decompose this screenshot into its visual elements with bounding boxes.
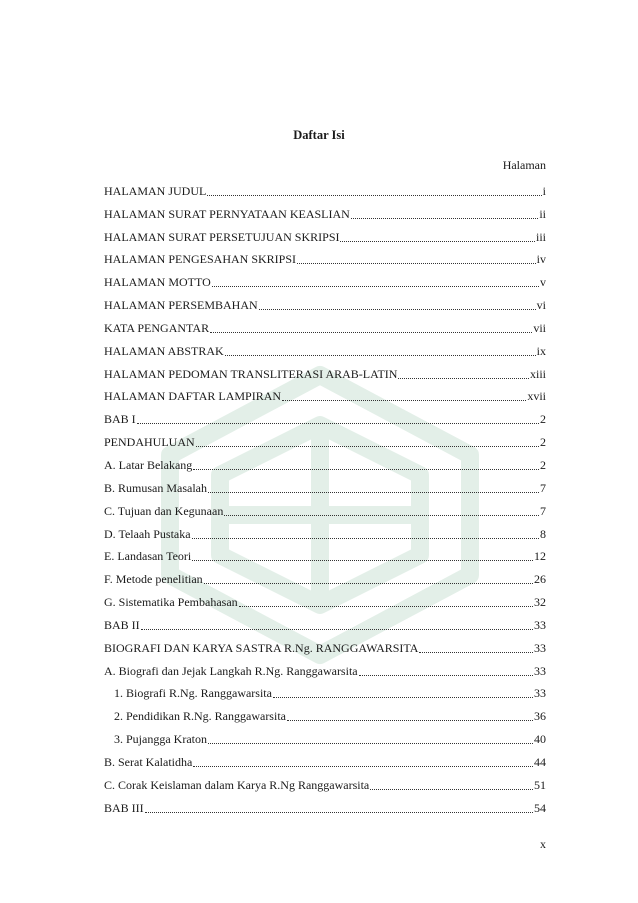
dot-leader bbox=[370, 778, 533, 790]
toc-entry-page: iii bbox=[535, 229, 546, 244]
page-number: x bbox=[540, 837, 546, 851]
toc-entry[interactable] bbox=[104, 472, 546, 495]
toc-entry[interactable] bbox=[104, 655, 546, 678]
toc-entry-label: G. Sistematika Pembahasan bbox=[104, 595, 238, 610]
toc-entry-label: BAB I bbox=[104, 412, 136, 427]
page-title: Daftar Isi bbox=[293, 128, 345, 142]
dot-leader bbox=[137, 412, 539, 424]
dot-leader bbox=[224, 504, 539, 516]
toc-entry[interactable] bbox=[104, 221, 546, 244]
toc-entry-label: HALAMAN DAFTAR LAMPIRAN bbox=[104, 389, 282, 404]
toc-entry-page: v bbox=[540, 275, 546, 290]
table-of-contents bbox=[104, 175, 546, 815]
dot-leader bbox=[239, 595, 533, 607]
toc-entry[interactable] bbox=[104, 495, 546, 518]
toc-entry-label: BIOGRAFI DAN KARYA SASTRA R.Ng. RANGGAWARSITA bbox=[104, 640, 419, 655]
dot-leader bbox=[359, 664, 533, 676]
dot-leader bbox=[225, 344, 536, 356]
toc-entry-page: 8 bbox=[540, 526, 546, 541]
toc-entry-label: HALAMAN SURAT PERNYATAAN KEASLIAN bbox=[104, 206, 350, 221]
toc-entry-page: xiii bbox=[529, 366, 546, 381]
toc-entry[interactable] bbox=[104, 426, 546, 449]
dot-leader bbox=[210, 321, 532, 333]
toc-entry[interactable] bbox=[104, 244, 546, 267]
dot-leader bbox=[259, 298, 536, 310]
toc-entry-label: C. Tujuan dan Kegunaan bbox=[104, 503, 224, 518]
toc-entry-page: ii bbox=[539, 206, 546, 221]
dot-leader bbox=[287, 709, 533, 721]
toc-entry-page: 33 bbox=[534, 617, 546, 632]
toc-entry[interactable] bbox=[104, 449, 546, 472]
toc-entry-page: 12 bbox=[534, 549, 546, 564]
toc-entry[interactable] bbox=[104, 723, 546, 746]
toc-entry-label: PENDAHULUAN bbox=[104, 435, 195, 450]
toc-entry[interactable] bbox=[104, 335, 546, 358]
dot-leader bbox=[145, 801, 533, 813]
dot-leader bbox=[207, 184, 541, 196]
toc-entry[interactable] bbox=[104, 289, 546, 312]
toc-entry-label: HALAMAN MOTTO bbox=[104, 275, 211, 290]
toc-entry-page: xvii bbox=[527, 389, 546, 404]
toc-entry[interactable] bbox=[104, 198, 546, 221]
toc-entry-page: 36 bbox=[534, 709, 546, 724]
toc-entry-label: BAB II bbox=[104, 617, 140, 632]
toc-entry-label: D. Telaah Pustaka bbox=[104, 526, 191, 541]
dot-leader bbox=[193, 755, 533, 767]
toc-entry-page: 32 bbox=[534, 595, 546, 610]
dot-leader bbox=[340, 230, 535, 242]
toc-entry-label: HALAMAN ABSTRAK bbox=[104, 343, 224, 358]
page-column-label: Halaman bbox=[502, 158, 546, 172]
toc-entry-label: 1. Biografi R.Ng. Ranggawarsita bbox=[114, 686, 272, 701]
dot-leader bbox=[273, 686, 533, 698]
toc-entry[interactable] bbox=[104, 541, 546, 564]
toc-entry[interactable] bbox=[104, 563, 546, 586]
toc-entry[interactable] bbox=[104, 403, 546, 426]
toc-entry-page: iv bbox=[536, 252, 546, 267]
toc-entry-label: F. Metode penelitian bbox=[104, 572, 203, 587]
toc-entry[interactable] bbox=[104, 746, 546, 769]
toc-entry-label: BAB III bbox=[104, 800, 144, 815]
toc-entry[interactable] bbox=[104, 266, 546, 289]
toc-entry-page: 33 bbox=[534, 686, 546, 701]
toc-entry-page: 2 bbox=[540, 435, 546, 450]
toc-entry[interactable] bbox=[104, 381, 546, 404]
toc-entry-label: HALAMAN PERSEMBAHAN bbox=[104, 298, 258, 313]
dot-leader bbox=[297, 252, 536, 264]
dot-leader bbox=[196, 435, 539, 447]
toc-entry-page: 54 bbox=[534, 800, 546, 815]
toc-entry-page: 51 bbox=[534, 777, 546, 792]
toc-entry-label: A. Biografi dan Jejak Langkah R.Ng. Ranggawarsita bbox=[104, 663, 358, 678]
dot-leader bbox=[398, 367, 529, 379]
dot-leader bbox=[192, 527, 539, 539]
dot-leader bbox=[193, 458, 539, 470]
toc-entry[interactable] bbox=[104, 358, 546, 381]
dot-leader bbox=[208, 732, 533, 744]
toc-entry[interactable] bbox=[104, 678, 546, 701]
toc-entry-page: ix bbox=[536, 343, 546, 358]
toc-entry-label: 2. Pendidikan R.Ng. Ranggawarsita bbox=[114, 709, 286, 724]
toc-entry-page: vi bbox=[536, 298, 546, 313]
toc-entry-page: 2 bbox=[540, 457, 546, 472]
dot-leader bbox=[419, 641, 533, 653]
toc-entry[interactable] bbox=[104, 792, 546, 815]
dot-leader bbox=[204, 572, 533, 584]
toc-entry-label: B. Rumusan Masalah bbox=[104, 480, 207, 495]
toc-entry-page: 2 bbox=[540, 412, 546, 427]
toc-entry[interactable] bbox=[104, 586, 546, 609]
toc-entry-page: 7 bbox=[540, 503, 546, 518]
toc-entry[interactable] bbox=[104, 518, 546, 541]
toc-entry[interactable] bbox=[104, 175, 546, 198]
toc-entry-label: C. Corak Keislaman dalam Karya R.Ng Ranggawarsita bbox=[104, 777, 370, 792]
dot-leader bbox=[212, 275, 539, 287]
toc-entry-page: i bbox=[542, 183, 546, 198]
toc-entry-page: 33 bbox=[534, 663, 546, 678]
toc-entry-page: vii bbox=[533, 320, 546, 335]
dot-leader bbox=[192, 549, 533, 561]
dot-leader bbox=[282, 389, 526, 401]
toc-entry-label: HALAMAN PEDOMAN TRANSLITERASI ARAB-LATIN bbox=[104, 366, 398, 381]
toc-entry-page: 7 bbox=[540, 480, 546, 495]
toc-entry-label: A. Latar Belakang bbox=[104, 457, 193, 472]
dot-leader bbox=[351, 207, 538, 219]
toc-entry-label: 3. Pujangga Kraton bbox=[114, 732, 207, 747]
toc-entry-label: E. Landasan Teori bbox=[104, 549, 192, 564]
toc-entry[interactable] bbox=[104, 632, 546, 655]
toc-entry[interactable] bbox=[104, 700, 546, 723]
toc-entry-label: HALAMAN PENGESAHAN SKRIPSI bbox=[104, 252, 297, 267]
dot-leader bbox=[141, 618, 533, 630]
toc-entry[interactable] bbox=[104, 769, 546, 792]
toc-entry[interactable] bbox=[104, 609, 546, 632]
toc-entry[interactable] bbox=[104, 312, 546, 335]
dot-leader bbox=[208, 481, 539, 493]
toc-entry-label: HALAMAN JUDUL bbox=[104, 183, 207, 198]
toc-entry-page: 33 bbox=[534, 640, 546, 655]
toc-entry-label: B. Serat Kalatidha bbox=[104, 754, 193, 769]
toc-entry-label: HALAMAN SURAT PERSETUJUAN SKRIPSI bbox=[104, 229, 340, 244]
toc-entry-page: 44 bbox=[534, 754, 546, 769]
toc-entry-label: KATA PENGANTAR bbox=[104, 320, 210, 335]
toc-entry-page: 40 bbox=[534, 732, 546, 747]
toc-entry-page: 26 bbox=[534, 572, 546, 587]
